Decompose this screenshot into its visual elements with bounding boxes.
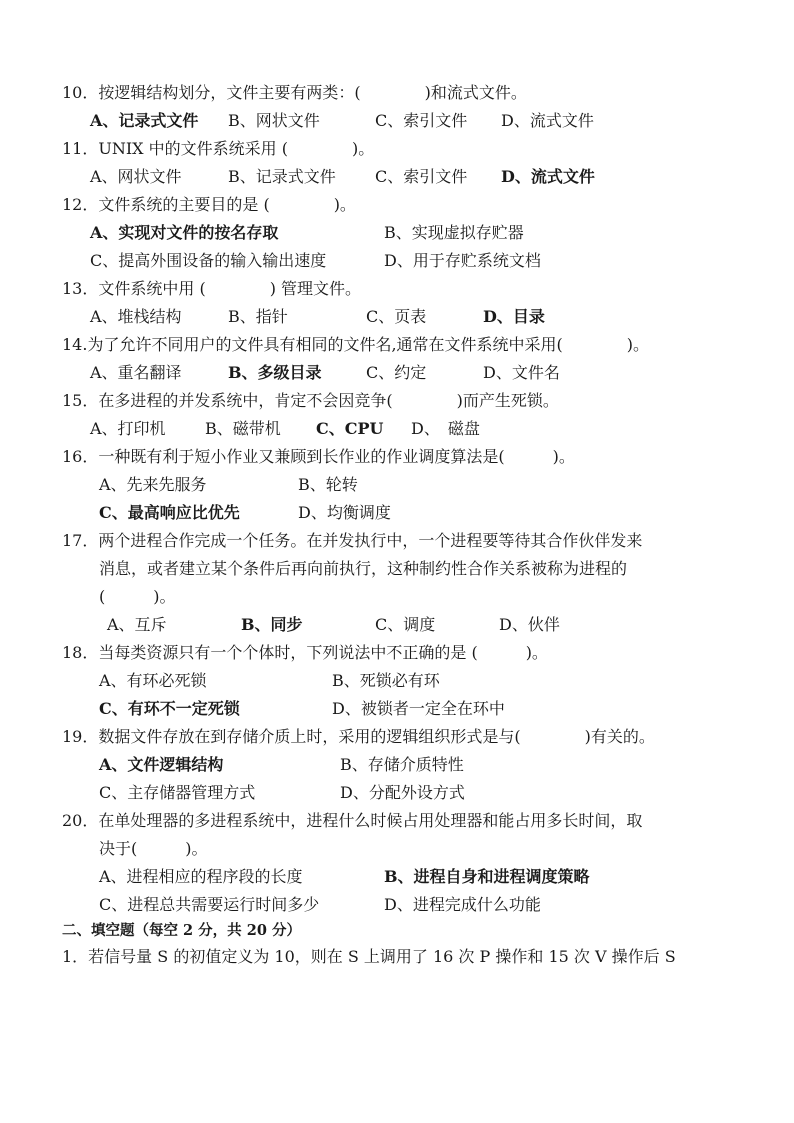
question-13-option-d: D、目录 xyxy=(483,307,545,326)
question-20-stem-line-2: 决于( )。 xyxy=(99,839,208,858)
question-19-option-b: B、存储介质特性 xyxy=(340,755,464,774)
question-13-option-a: A、堆栈结构 xyxy=(90,307,182,326)
question-11-option-c: C、索引文件 xyxy=(375,167,468,186)
question-12-option-c: C、提高外围设备的输入输出速度 xyxy=(90,251,327,270)
question-16-option-b: B、轮转 xyxy=(298,475,358,494)
question-18-stem: 18．当每类资源只有一个个体时，下列说法中不正确的是 ( )。 xyxy=(62,643,548,662)
question-19-stem: 19．数据文件存放在到存储介质上时，采用的逻辑组织形式是与( )有关的。 xyxy=(62,727,655,746)
question-18-option-a: A、有环必死锁 xyxy=(99,671,207,690)
question-15-stem: 15．在多进程的并发系统中，肯定不会因竞争( )而产生死锁。 xyxy=(62,391,559,410)
question-15-option-b: B、磁带机 xyxy=(205,419,281,438)
question-10-option-b: B、网状文件 xyxy=(228,111,320,130)
question-13-option-c: C、页表 xyxy=(366,307,427,326)
question-13-option-b: B、指针 xyxy=(228,307,288,326)
question-18-option-d: D、被锁者一定全在环中 xyxy=(332,699,505,718)
question-12-option-d: D、用于存贮系统文档 xyxy=(384,251,541,270)
question-15-option-c: C、CPU xyxy=(316,419,384,438)
question-19-option-d: D、分配外设方式 xyxy=(340,783,465,802)
section-2-title: 二、填空题（每空 2 分，共 20 分） xyxy=(62,922,301,939)
question-15-option-a: A、打印机 xyxy=(90,419,166,438)
question-17-stem-line-3: ( )。 xyxy=(99,587,176,606)
question-17-option-d: D、伙伴 xyxy=(499,615,560,634)
question-16-option-d: D、均衡调度 xyxy=(298,503,391,522)
question-15-option-d: D、 磁盘 xyxy=(411,419,480,438)
question-19-option-a: A、文件逻辑结构 xyxy=(99,755,224,774)
fill-question-1: 1．若信号量 S 的初值定义为 10，则在 S 上调用了 16 次 P 操作和 15 次 V 操作后 S xyxy=(62,947,676,966)
question-10-option-c: C、索引文件 xyxy=(375,111,468,130)
question-17-option-c: C、调度 xyxy=(375,615,436,634)
question-11-stem: 11．UNIX 中的文件系统采用 ( )。 xyxy=(62,139,375,158)
question-11-option-d: D、流式文件 xyxy=(501,167,595,186)
question-20-stem-line-1: 20．在单处理器的多进程系统中，进程什么时候占用处理器和能占用多长时间，取 xyxy=(62,811,643,830)
question-20-option-b: B、进程自身和进程调度策略 xyxy=(384,867,590,886)
question-16-option-a: A、先来先服务 xyxy=(99,475,207,494)
question-14-option-b: B、多级目录 xyxy=(228,363,322,382)
question-20-option-c: C、进程总共需要运行时间多少 xyxy=(99,895,320,914)
question-18-option-b: B、死锁必有环 xyxy=(332,671,440,690)
question-14-option-d: D、文件名 xyxy=(483,363,560,382)
question-19-option-c: C、主存储器管理方式 xyxy=(99,783,256,802)
question-12-option-a: A、实现对文件的按名存取 xyxy=(90,223,279,242)
question-14-option-a: A、重名翻译 xyxy=(90,363,182,382)
question-17-option-b: B、同步 xyxy=(241,615,303,634)
question-11-option-b: B、记录式文件 xyxy=(228,167,336,186)
question-17-stem-line-1: 17．两个进程合作完成一个任务。在并发执行中，一个进程要等待其合作伙伴发来 xyxy=(62,531,643,550)
question-16-option-c: C、最高响应比优先 xyxy=(99,503,240,522)
question-10-option-d: D、流式文件 xyxy=(501,111,594,130)
question-20-option-d: D、进程完成什么功能 xyxy=(384,895,541,914)
question-17-stem-line-2: 消息，或者建立某个条件后再向前执行，这种制约性合作关系被称为进程的 xyxy=(99,559,628,578)
question-14-option-c: C、约定 xyxy=(366,363,427,382)
question-10-stem: 10．按逻辑结构划分，文件主要有两类：( )和流式文件。 xyxy=(62,83,527,102)
question-17-option-a: A、互斥 xyxy=(107,615,167,634)
question-16-stem: 16．一种既有利于短小作业又兼顾到长作业的作业调度算法是( )。 xyxy=(62,447,575,466)
question-10-option-a: A、记录式文件 xyxy=(90,111,199,130)
question-20-option-a: A、进程相应的程序段的长度 xyxy=(99,867,303,886)
question-18-option-c: C、有环不一定死锁 xyxy=(99,699,240,718)
question-12-option-b: B、实现虚拟存贮器 xyxy=(384,223,524,242)
question-11-option-a: A、网状文件 xyxy=(90,167,182,186)
question-13-stem: 13．文件系统中用 ( ) 管理文件。 xyxy=(62,279,362,298)
question-14-stem: 14.为了允许不同用户的文件具有相同的文件名,通常在文件系统中采用( )。 xyxy=(62,335,650,354)
question-12-stem: 12．文件系统的主要目的是 ( )。 xyxy=(62,195,356,214)
